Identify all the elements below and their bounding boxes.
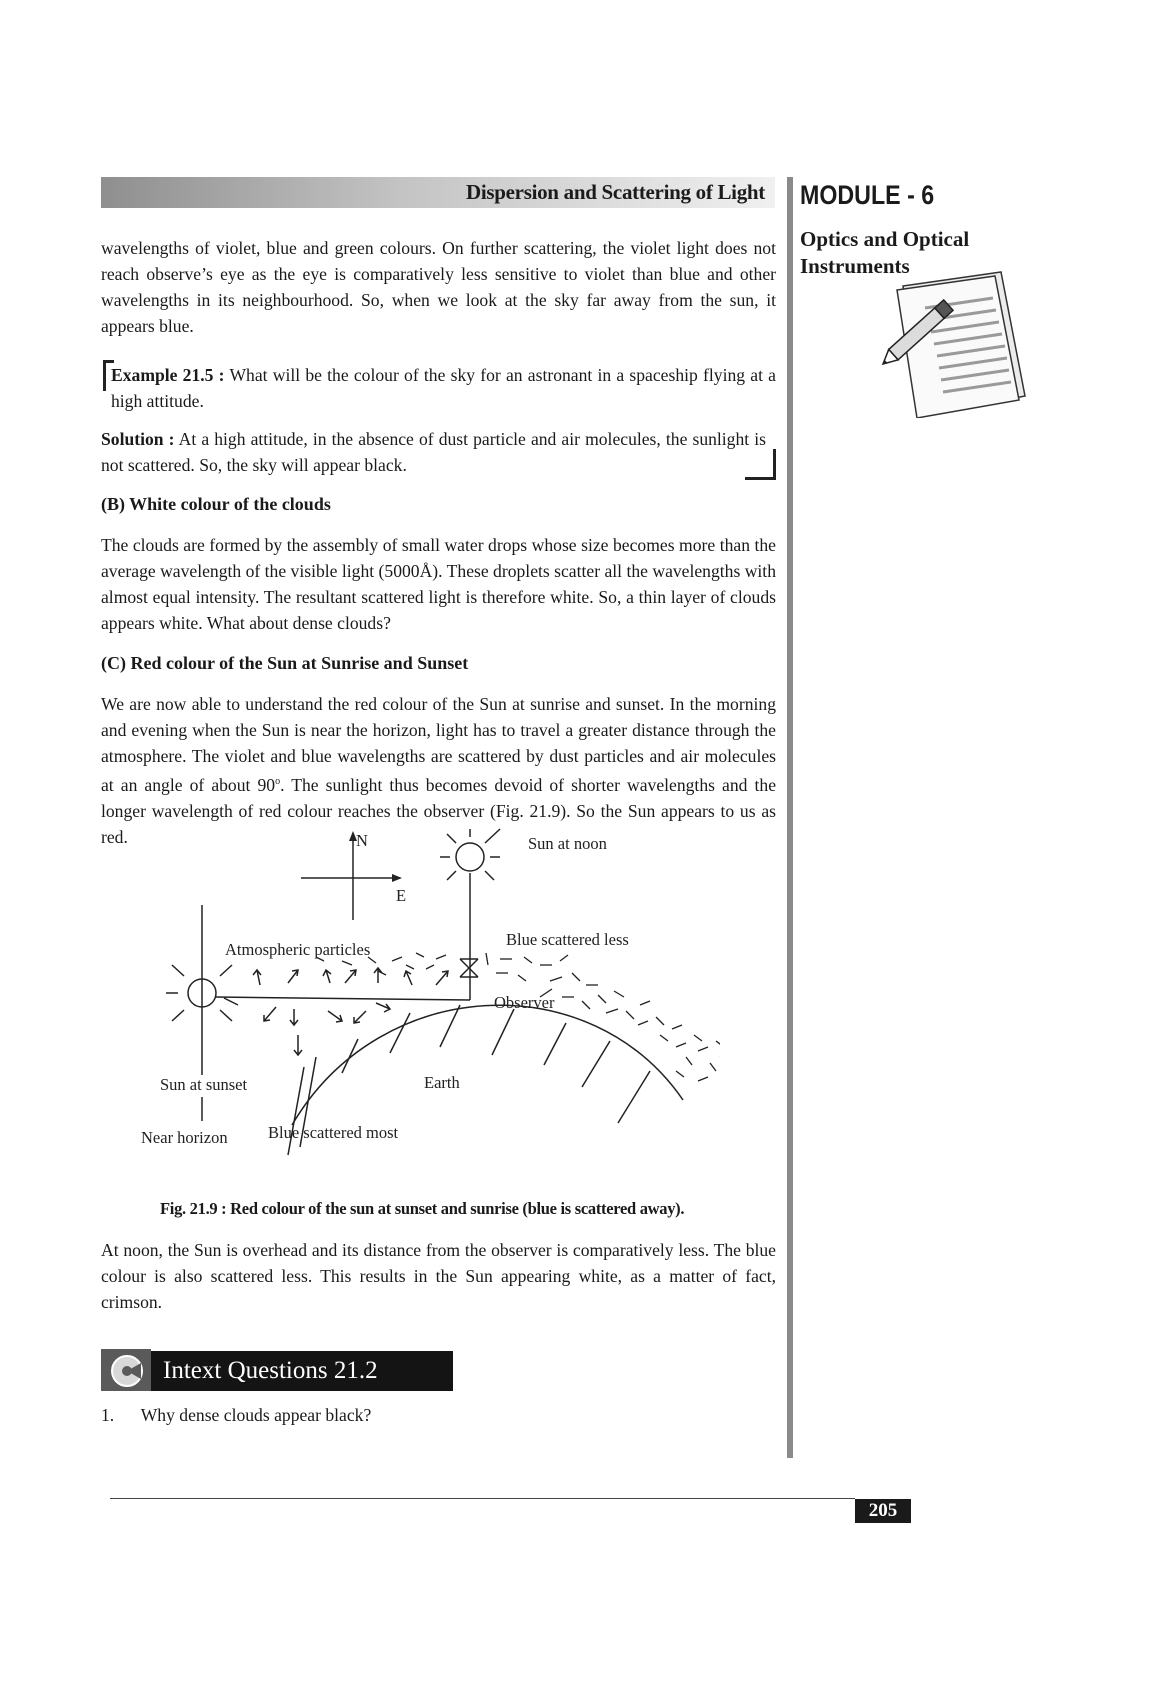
- sunset-ray: [216, 997, 470, 1000]
- scatter-arrows-down: [264, 1003, 390, 1055]
- solution-block: [101, 426, 766, 478]
- label-blue-scattered-most: Blue scattered most: [268, 1123, 399, 1142]
- example-bracket-bottom: [745, 449, 776, 480]
- scatter-arrows-up: [253, 968, 448, 985]
- intext-questions-icon: [101, 1349, 151, 1391]
- sun-noon-rays: [440, 829, 500, 880]
- solution-label: Solution :: [101, 429, 175, 449]
- atmospheric-particles: [316, 953, 720, 1081]
- question-1-number: 1.: [101, 1405, 115, 1425]
- label-north: N: [356, 831, 368, 850]
- page-number: 205: [855, 1499, 911, 1523]
- example-text: What will be the colour of the sky for an astronant in a spaceship flying at a high attitude.: [111, 365, 776, 411]
- label-near-horizon: Near horizon: [141, 1128, 228, 1147]
- running-header: [101, 177, 775, 208]
- paragraph-sunset-part2: . The sunlight thus becomes devoid of shorter wavelengths and the longer wavelength of red colour reaches the observer (Fig. 21.9). So the Sun appears to us as red.: [101, 774, 776, 847]
- question-1: [101, 1402, 776, 1428]
- notes-icon: [873, 268, 1033, 418]
- degree-sup: o: [275, 776, 281, 787]
- label-earth: Earth: [424, 1073, 460, 1092]
- label-sun-at-sunset: Sun at sunset: [160, 1075, 248, 1094]
- paragraph-sky-blue: wavelengths of violet, blue and green colours. On further scattering, the violet light does not reach observe’s eye as the eye is comparatively less sensitive to violet than blue and other wavelengths in its neighbourhood. So, when we look at the sky far away from the sun, it appears blue.: [101, 238, 776, 336]
- figure-caption: Fig. 21.9 : Red colour of the sun at sunset and sunrise (blue is scattered away).: [160, 1199, 685, 1218]
- label-blue-scattered-less: Blue scattered less: [506, 930, 629, 949]
- example-block: [111, 362, 776, 414]
- section-heading-clouds: (B) White colour of the clouds: [101, 494, 331, 514]
- label-atmospheric-particles: Atmospheric particles: [225, 940, 371, 959]
- footer-rule: [110, 1498, 855, 1499]
- module-title: MODULE - 6: [800, 180, 935, 210]
- earth-curve: [292, 1005, 683, 1125]
- paragraph-noon: At noon, the Sun is overhead and its distance from the observer is comparatively less. The blue colour is also scattered less. This results in the Sun appearing white, as a matter of fact, crimson.: [101, 1240, 776, 1312]
- example-label: Example 21.5 :: [111, 365, 225, 385]
- observer-mark: [460, 959, 478, 977]
- margin-rule: [787, 177, 793, 1458]
- running-header-title: Dispersion and Scattering of Light: [466, 180, 765, 204]
- label-east: E: [396, 886, 407, 905]
- paragraph-sunset-part1: We are now able to understand the red colour of the Sun at sunrise and sunset. In the morning and evening when the Sun is near the horizon, light has to travel a greater distance through the atmosphere. The violet and blue wavelengths are scattered by dust particles and air molecules at an angle of about 90: [101, 694, 776, 795]
- question-1-text: Why dense clouds appear black?: [140, 1405, 372, 1425]
- module-subtitle: Optics and Optical Instruments: [800, 227, 970, 278]
- sun-noon-disc: [456, 843, 484, 871]
- figure-sunset-scattering: [120, 825, 720, 1165]
- paragraph-clouds: The clouds are formed by the assembly of small water drops whose size becomes more than the average wavelength of the visible light (5000Å). These droplets scatter all the wavelengths with almost equal intensity. The resultant scattered light is therefore white. So, a thin layer of clouds appears white. What about dense clouds?: [101, 535, 776, 633]
- intext-questions-heading: Intext Questions 21.2: [151, 1351, 453, 1391]
- section-heading-sunset: (C) Red colour of the Sun at Sunrise and Sunset: [101, 653, 469, 673]
- label-observer: Observer: [494, 993, 555, 1012]
- solution-text: At a high attitude, in the absence of dust particle and air molecules, the sunlight is not scattered. So, the sky will appear black.: [101, 429, 766, 475]
- label-sun-noon: Sun at noon: [528, 834, 607, 853]
